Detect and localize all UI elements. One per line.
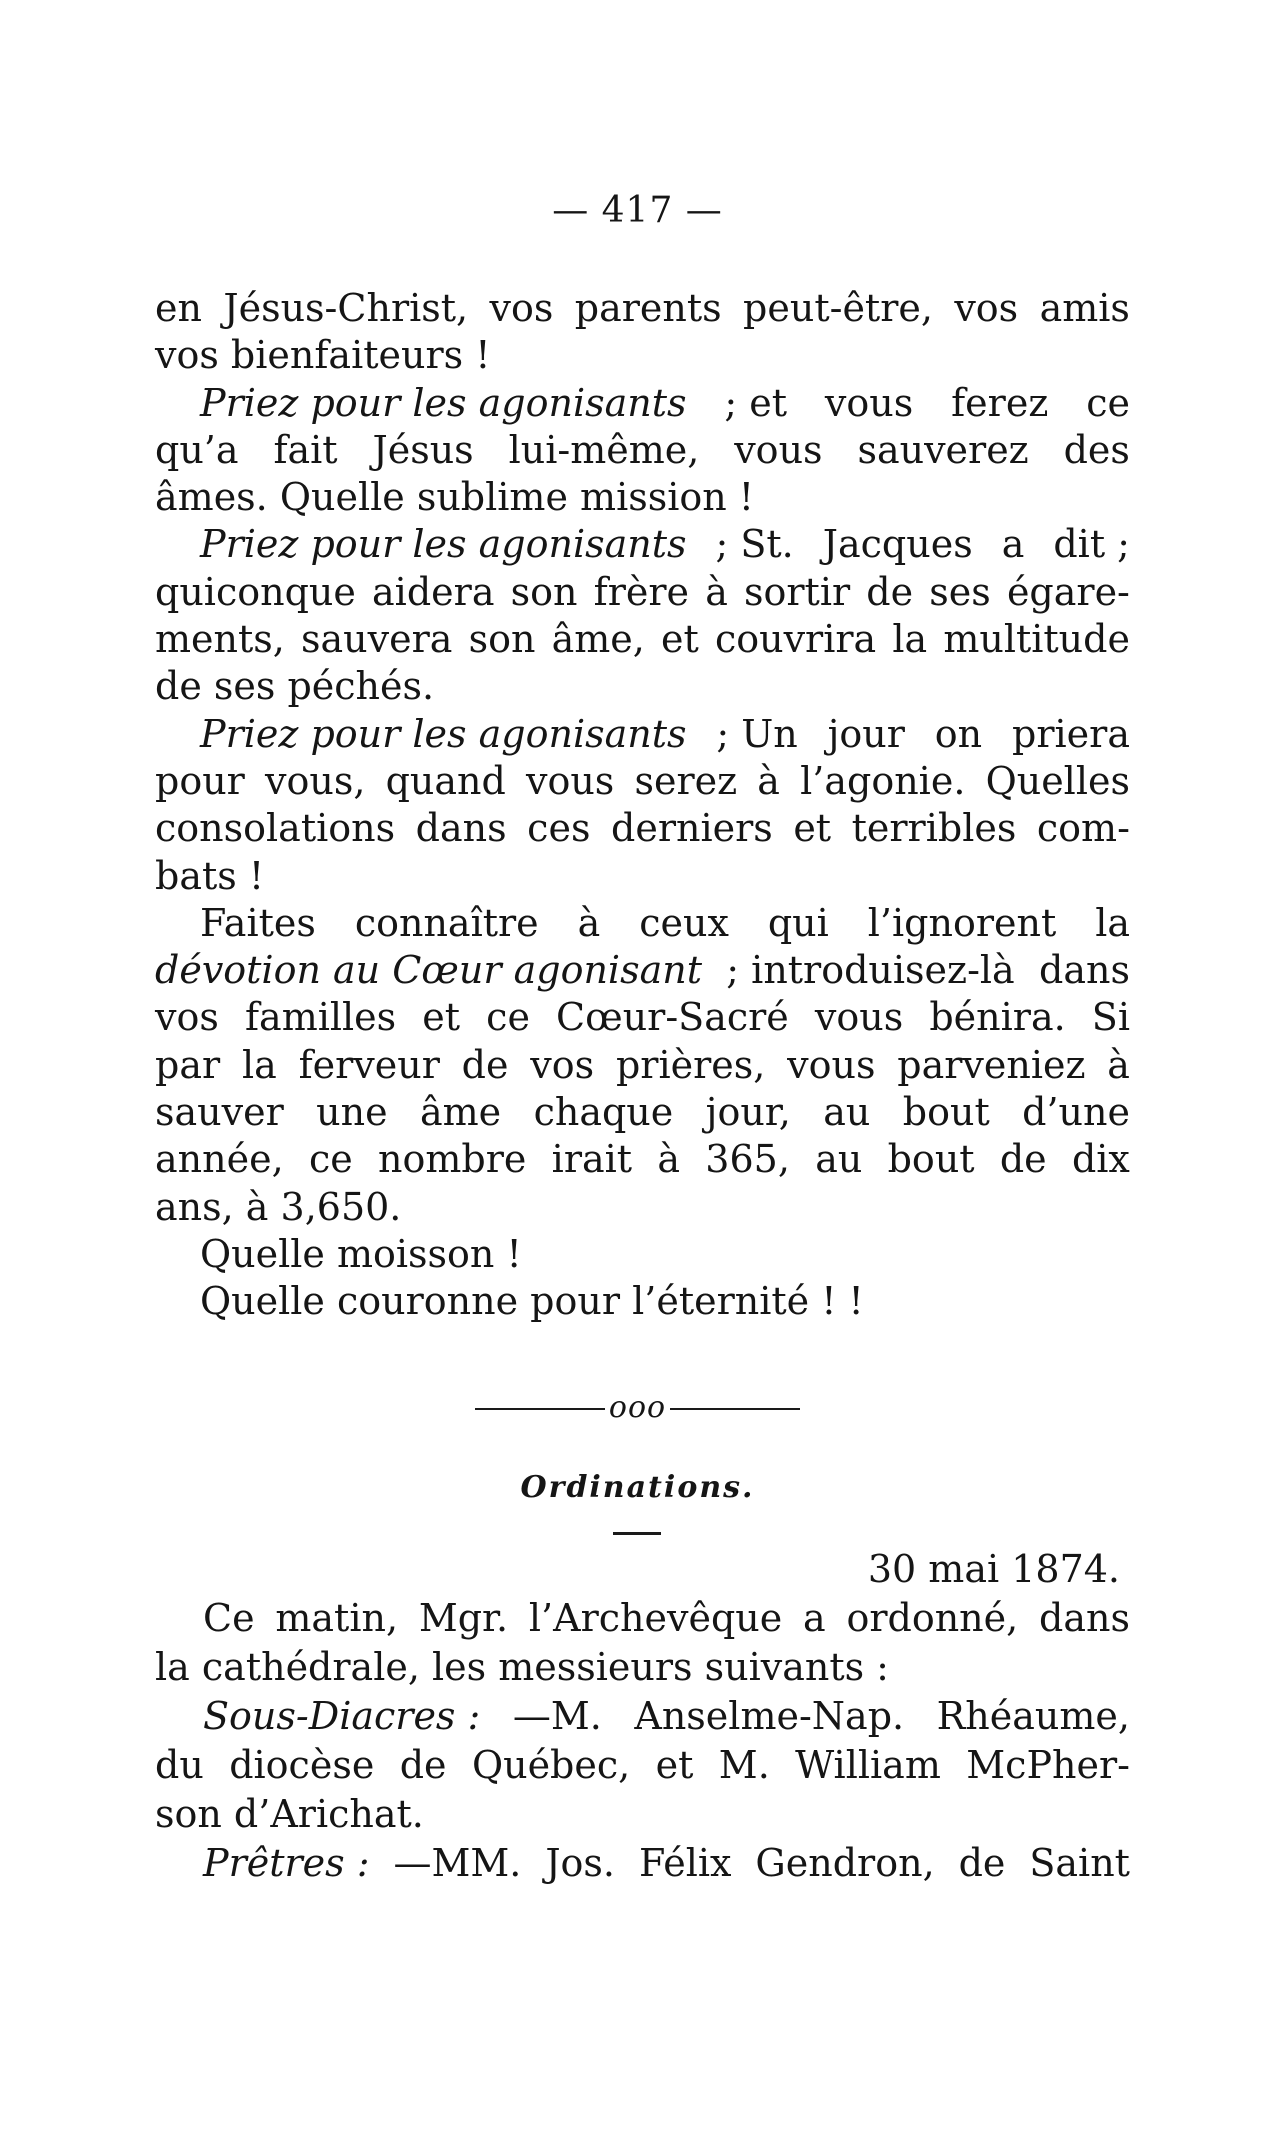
word: prières,: [615, 1042, 766, 1087]
word: qu’a: [155, 427, 239, 472]
text-line: [155, 569, 1130, 616]
word: du: [155, 1743, 204, 1787]
word: année,: [155, 1137, 284, 1182]
word: de: [958, 1841, 1006, 1885]
word: chaque: [533, 1090, 674, 1135]
italic-phrase: dévotion au Cœur agonisant: [155, 948, 702, 993]
word: jour,: [705, 1090, 791, 1135]
word: au: [823, 1090, 871, 1135]
word: ceux: [639, 900, 729, 945]
word: l’Archevêque: [528, 1596, 783, 1640]
word: son: [510, 569, 578, 614]
word: âme: [419, 1090, 502, 1135]
word: pour: [155, 758, 245, 803]
word: de: [399, 1743, 447, 1787]
italic-phrase: Priez pour les agonisants: [200, 711, 687, 756]
word: la: [892, 617, 928, 662]
text-line: ans, à 3,650.: [155, 1184, 402, 1229]
text-line: [155, 427, 1130, 474]
ordinations-text: [155, 1545, 1130, 1888]
word: de: [461, 1042, 509, 1087]
word: jour: [827, 711, 905, 756]
separator-rule-right: [670, 1408, 800, 1410]
word: serez: [634, 758, 738, 803]
word: ; St.: [715, 522, 794, 567]
word: bout: [902, 1090, 990, 1135]
word: amis: [1039, 286, 1130, 330]
text-line: [155, 1136, 1130, 1183]
section-title: Ordinations.: [520, 1470, 755, 1505]
word: ferez: [951, 380, 1049, 425]
word: vos: [530, 1042, 595, 1087]
word: ments,: [155, 617, 285, 662]
word: parveniez: [897, 1042, 1086, 1087]
text-line: [155, 285, 1130, 332]
word: dix: [1071, 1137, 1130, 1182]
word: priera: [1012, 711, 1130, 756]
word: dans: [1039, 1596, 1130, 1640]
text-line: [155, 900, 1130, 947]
word: terribles: [851, 806, 1017, 851]
word: William: [795, 1743, 941, 1787]
word: frère: [593, 569, 690, 614]
text-line: [155, 758, 1130, 805]
text-line: [155, 1741, 1130, 1790]
word: à: [577, 900, 601, 945]
text-line: [155, 521, 1130, 568]
word: Jacques: [822, 522, 973, 567]
word: peut-être,: [743, 286, 933, 330]
separator-text: ooo: [608, 1390, 667, 1425]
text-line: [155, 805, 1130, 852]
word: Gendron,: [755, 1841, 935, 1885]
word: McPher-: [966, 1743, 1130, 1787]
word: —MM.: [393, 1841, 522, 1885]
section-separator: [0, 1390, 1275, 1425]
text-line: vos bienfaiteurs !: [155, 333, 491, 378]
word: ce: [308, 1137, 353, 1182]
word: couvrira: [714, 617, 877, 662]
word: diocèse: [229, 1743, 375, 1787]
word: une: [316, 1090, 388, 1135]
word: ce: [1086, 380, 1130, 425]
text-line: [155, 994, 1130, 1041]
page-number: — 417 —: [552, 190, 723, 231]
text-line: [155, 1839, 1130, 1888]
word: égare-: [1006, 569, 1130, 614]
word: la: [241, 1042, 277, 1087]
text-line: âmes. Quelle sublime mission !: [155, 475, 755, 520]
word: vous,: [265, 758, 366, 803]
word: Cœur-Sacré: [556, 995, 789, 1040]
word: fait: [273, 427, 338, 472]
word: bout: [887, 1137, 975, 1182]
word: quand: [385, 758, 506, 803]
italic-phrase: Priez pour les agonisants: [200, 380, 687, 425]
word: 365,: [705, 1137, 790, 1182]
word: par: [155, 1042, 221, 1087]
word: vous: [824, 380, 914, 425]
word: ordonné,: [846, 1596, 1019, 1640]
word: connaître: [354, 900, 539, 945]
word: vous: [734, 427, 823, 472]
word: derniers: [611, 806, 773, 851]
word: d’une: [1022, 1090, 1130, 1135]
word: qui: [767, 900, 829, 945]
word: ces: [527, 806, 591, 851]
word: et: [793, 806, 832, 851]
text-line: de ses péchés.: [155, 664, 435, 709]
word: dans: [415, 806, 507, 851]
word: com-: [1036, 806, 1130, 851]
text-line: bats !: [155, 853, 265, 898]
text-line: [155, 616, 1130, 663]
word: à: [657, 1137, 681, 1182]
word: Jos.: [545, 1841, 616, 1885]
word: lui-même,: [508, 427, 700, 472]
separator-rule-left: [475, 1408, 605, 1410]
text-line: son d’Arichat.: [155, 1792, 424, 1836]
word: ; et: [724, 380, 788, 425]
word: ferveur: [298, 1042, 440, 1087]
word: Mgr.: [418, 1596, 509, 1640]
word: et: [661, 617, 699, 662]
text-line: la cathédrale, les messieurs suivants :: [155, 1645, 889, 1689]
word: Si: [1091, 995, 1130, 1040]
word: et: [422, 995, 461, 1040]
word: à: [757, 758, 780, 803]
text-line: Quelle couronne pour l’éternité ! !: [200, 1279, 864, 1324]
title-underline-rule: [613, 1532, 661, 1535]
word: Jésus-Christ,: [223, 286, 469, 330]
word: âme,: [551, 617, 645, 662]
word: l’ignorent: [867, 900, 1057, 945]
word: à: [1107, 1042, 1130, 1087]
word: a: [1001, 522, 1025, 567]
word: vos: [155, 995, 219, 1040]
word: vous: [525, 758, 615, 803]
word: ce: [486, 995, 530, 1040]
word: —M.: [512, 1694, 602, 1738]
italic-label: Prêtres :: [203, 1841, 370, 1885]
italic-label: Sous-Diacres :: [203, 1694, 481, 1738]
word: Saint: [1029, 1841, 1130, 1885]
word: aidera: [372, 569, 495, 614]
word: Québec,: [471, 1743, 631, 1787]
text-line: [155, 1042, 1130, 1089]
word: Félix: [638, 1841, 732, 1885]
text-line: [155, 1692, 1130, 1741]
text-line: [155, 380, 1130, 427]
word: l’agonie.: [800, 758, 966, 803]
word: en: [155, 286, 202, 330]
word: son: [468, 617, 536, 662]
word: Anselme-Nap.: [634, 1694, 905, 1738]
word: ses: [929, 569, 991, 614]
word: bénira.: [929, 995, 1066, 1040]
word: vos: [954, 286, 1019, 330]
text-line: [155, 1089, 1130, 1136]
word: dit ;: [1053, 522, 1130, 567]
text-line: [155, 711, 1130, 758]
word: Faites: [200, 900, 316, 945]
word: sortir: [744, 569, 851, 614]
word: de: [999, 1137, 1047, 1182]
word: a: [803, 1596, 826, 1640]
word: on: [934, 711, 983, 756]
text-line: [155, 947, 1130, 994]
word: ; Un: [716, 711, 798, 756]
word: des: [1063, 427, 1130, 472]
word: quiconque: [155, 569, 356, 614]
word: et: [655, 1743, 694, 1787]
word: la: [1095, 900, 1130, 945]
word: sauvera: [301, 617, 453, 662]
text-line: Quelle moisson !: [200, 1231, 522, 1276]
word: M.: [718, 1743, 770, 1787]
word: vos: [489, 286, 554, 330]
word: Jésus: [372, 427, 474, 472]
word: dans: [1039, 948, 1130, 993]
word: consolations: [155, 806, 396, 851]
italic-phrase: Priez pour les agonisants: [200, 522, 687, 567]
text-line: [155, 1594, 1130, 1643]
word: de: [866, 569, 914, 614]
word: au: [815, 1137, 863, 1182]
word: matin,: [275, 1596, 399, 1640]
word: multitude: [943, 617, 1130, 662]
word: Rhéaume,: [936, 1694, 1130, 1738]
word: vous: [814, 995, 904, 1040]
word: parents: [574, 286, 722, 330]
word: familles: [244, 995, 397, 1040]
word: nombre: [378, 1137, 527, 1182]
main-text: [155, 285, 1130, 1326]
word: sauver: [155, 1090, 284, 1135]
word: Ce: [203, 1596, 255, 1640]
word: Quelles: [985, 758, 1130, 803]
date-line: 30 mai 1874.: [867, 1547, 1120, 1591]
word: à: [705, 569, 728, 614]
word: ; introduisez-là: [726, 948, 1015, 993]
word: sauverez: [857, 427, 1029, 472]
word: irait: [551, 1137, 633, 1182]
word: vous: [787, 1042, 876, 1087]
